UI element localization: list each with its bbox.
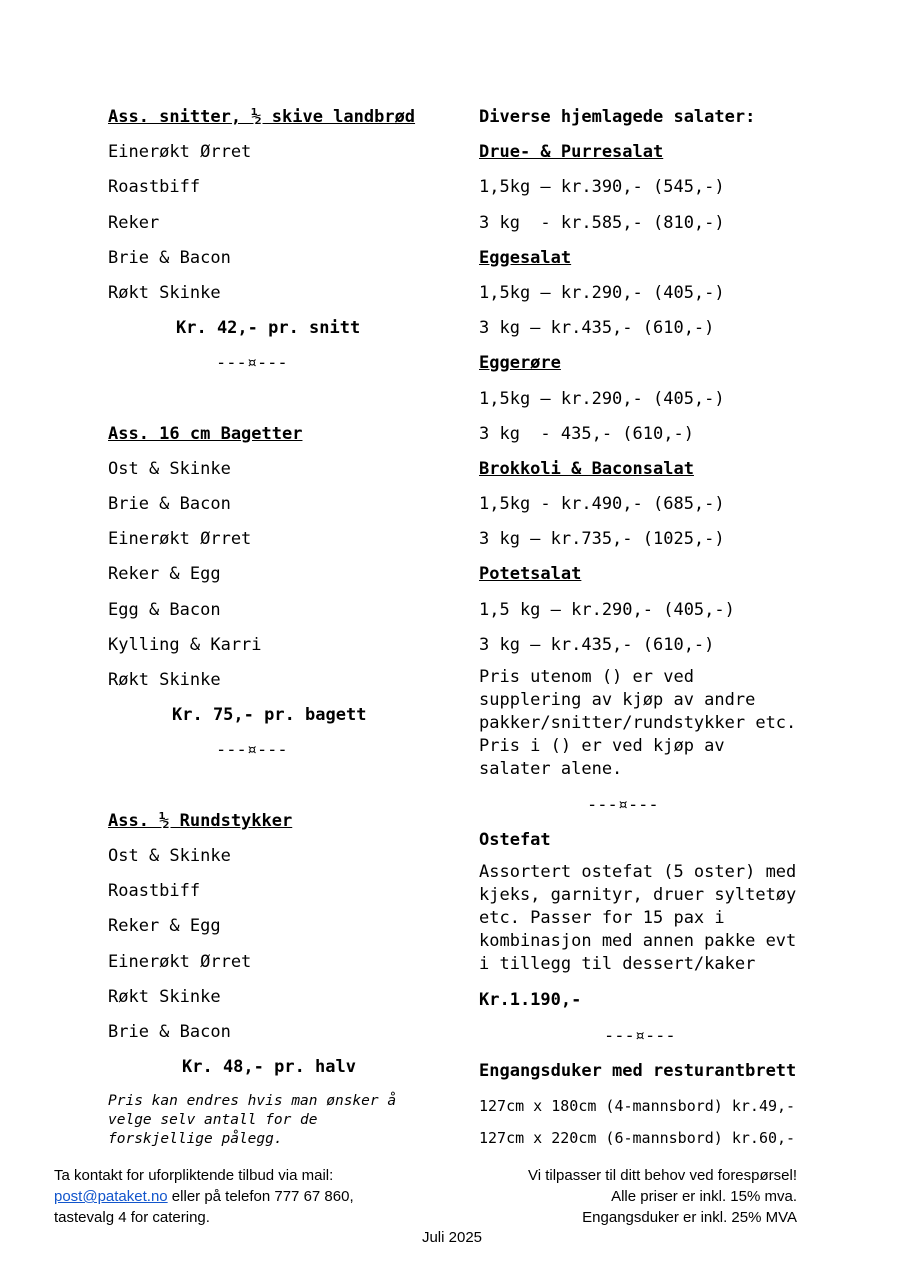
salad-name: Eggesalat xyxy=(479,247,572,268)
footer-date: Juli 2025 xyxy=(421,1229,483,1246)
menu-item: Einerøkt Ørret xyxy=(108,529,252,550)
salad-price-line: 3 kg – kr.735,- (1025,-) xyxy=(479,529,725,550)
salad-name: Drue- & Purresalat xyxy=(479,142,664,163)
price-note: Pris kan endres hvis man ønsker å velge selv antall for de forskjellige pålegg. xyxy=(108,1093,397,1148)
salad-price-line: 1,5kg - kr.490,- (685,-) xyxy=(479,494,725,515)
separator: ---¤--- xyxy=(587,795,659,815)
right-column xyxy=(479,105,809,1159)
price-rundstykke: Kr. 48,- pr. halv xyxy=(182,1057,356,1078)
spacer xyxy=(108,387,438,422)
section-heading-bagetter: Ass. 16 cm Bagetter xyxy=(108,423,303,444)
menu-item: Ost & Skinke xyxy=(108,845,231,866)
footer-contact xyxy=(54,1165,354,1228)
salad-name: Potetsalat xyxy=(479,564,582,585)
salad-name: Eggerøre xyxy=(479,353,561,374)
section-heading-ostefat: Ostefat xyxy=(479,830,551,851)
menu-item: Roastbiff xyxy=(108,881,201,902)
menu-item: Egg & Bacon xyxy=(108,599,221,620)
separator: ---¤--- xyxy=(604,1025,676,1046)
email-link[interactable]: post@pataket.no xyxy=(54,1188,168,1205)
salad-price-line: 3 kg - 435,- (610,-) xyxy=(479,423,694,444)
menu-item: Reker xyxy=(108,212,160,233)
salad-price-line: 3 kg - kr.585,- (810,-) xyxy=(479,212,725,233)
salad-price-info: Pris utenom () er ved supplering av kjøp av andre pakker/snitter/rundstykker etc. Pris i () er ved kjøp av salater alene. xyxy=(479,667,797,779)
menu-item: Reker & Egg xyxy=(108,916,221,937)
salad-price-line: 1,5 kg – kr.290,- (405,-) xyxy=(479,599,735,620)
menu-item: Reker & Egg xyxy=(108,564,221,585)
menu-item: Ost & Skinke xyxy=(108,458,231,479)
menu-item: Brie & Bacon xyxy=(108,247,231,268)
menu-item: Einerøkt Ørret xyxy=(108,951,252,972)
salad-price-line: 1,5kg – kr.290,- (405,-) xyxy=(479,388,725,409)
contact-phone-text: eller på telefon 777 67 860, xyxy=(167,1188,354,1205)
price-snitter: Kr. 42,- pr. snitt xyxy=(176,318,361,339)
menu-item: Røkt Skinke xyxy=(108,670,221,690)
section-heading-duker: Engangsduker med resturantbrett xyxy=(479,1060,797,1081)
info-line: Engangsduker er inkl. 25% MVA xyxy=(582,1209,797,1226)
menu-item: Roastbiff xyxy=(108,177,201,198)
section-heading-rundstykker: Ass. ½ Rundstykker xyxy=(108,810,293,831)
menu-item: Einerøkt Ørret xyxy=(108,142,252,163)
salad-price-line: 1,5kg – kr.390,- (545,-) xyxy=(479,177,725,198)
ostefat-description: Assortert ostefat (5 oster) med kjeks, garnityr, druer syltetøy etc. Passer for 15 pax i kombinasjon med annen pakke evt i tillegg til dessert/kaker xyxy=(479,862,797,975)
price-bagett: Kr. 75,- pr. bagett xyxy=(172,705,367,726)
contact-line xyxy=(54,1186,354,1207)
salad-price-line: 3 kg – kr.435,- (610,-) xyxy=(479,318,715,339)
salad-price-line: 3 kg – kr.435,- (610,-) xyxy=(479,634,715,655)
menu-item: Brie & Bacon xyxy=(108,1021,231,1042)
section-heading-snitter: Ass. snitter, ½ skive landbrød xyxy=(108,107,416,127)
info-line: Vi tilpasser til ditt behov ved forespørsel! xyxy=(527,1167,797,1184)
left-column xyxy=(108,105,438,1149)
contact-line: Ta kontakt for uforpliktende tilbud via mail: xyxy=(54,1167,334,1184)
contact-line: tastevalg 4 for catering. xyxy=(54,1209,210,1226)
duk-price-line: 127cm x 220cm (6-mannsbord) kr.60,- xyxy=(479,1129,796,1148)
ostefat-price: Kr.1.190,- xyxy=(479,990,582,1011)
menu-item: Røkt Skinke xyxy=(108,986,221,1007)
separator: ---¤--- xyxy=(216,353,288,374)
menu-item: Røkt Skinke xyxy=(108,282,221,303)
section-heading-salater: Diverse hjemlagede salater: xyxy=(479,107,756,127)
footer-info xyxy=(528,1165,797,1228)
salad-name: Brokkoli & Baconsalat xyxy=(479,458,694,479)
menu-item: Kylling & Karri xyxy=(108,634,262,655)
info-line: Alle priser er inkl. 15% mva. xyxy=(611,1188,797,1205)
separator: ---¤--- xyxy=(216,740,288,761)
menu-item: Brie & Bacon xyxy=(108,494,231,515)
spacer xyxy=(108,774,438,809)
duk-price-line: 127cm x 180cm (4-mannsbord) kr.49,- xyxy=(479,1096,796,1115)
salad-price-line: 1,5kg – kr.290,- (405,-) xyxy=(479,282,725,303)
